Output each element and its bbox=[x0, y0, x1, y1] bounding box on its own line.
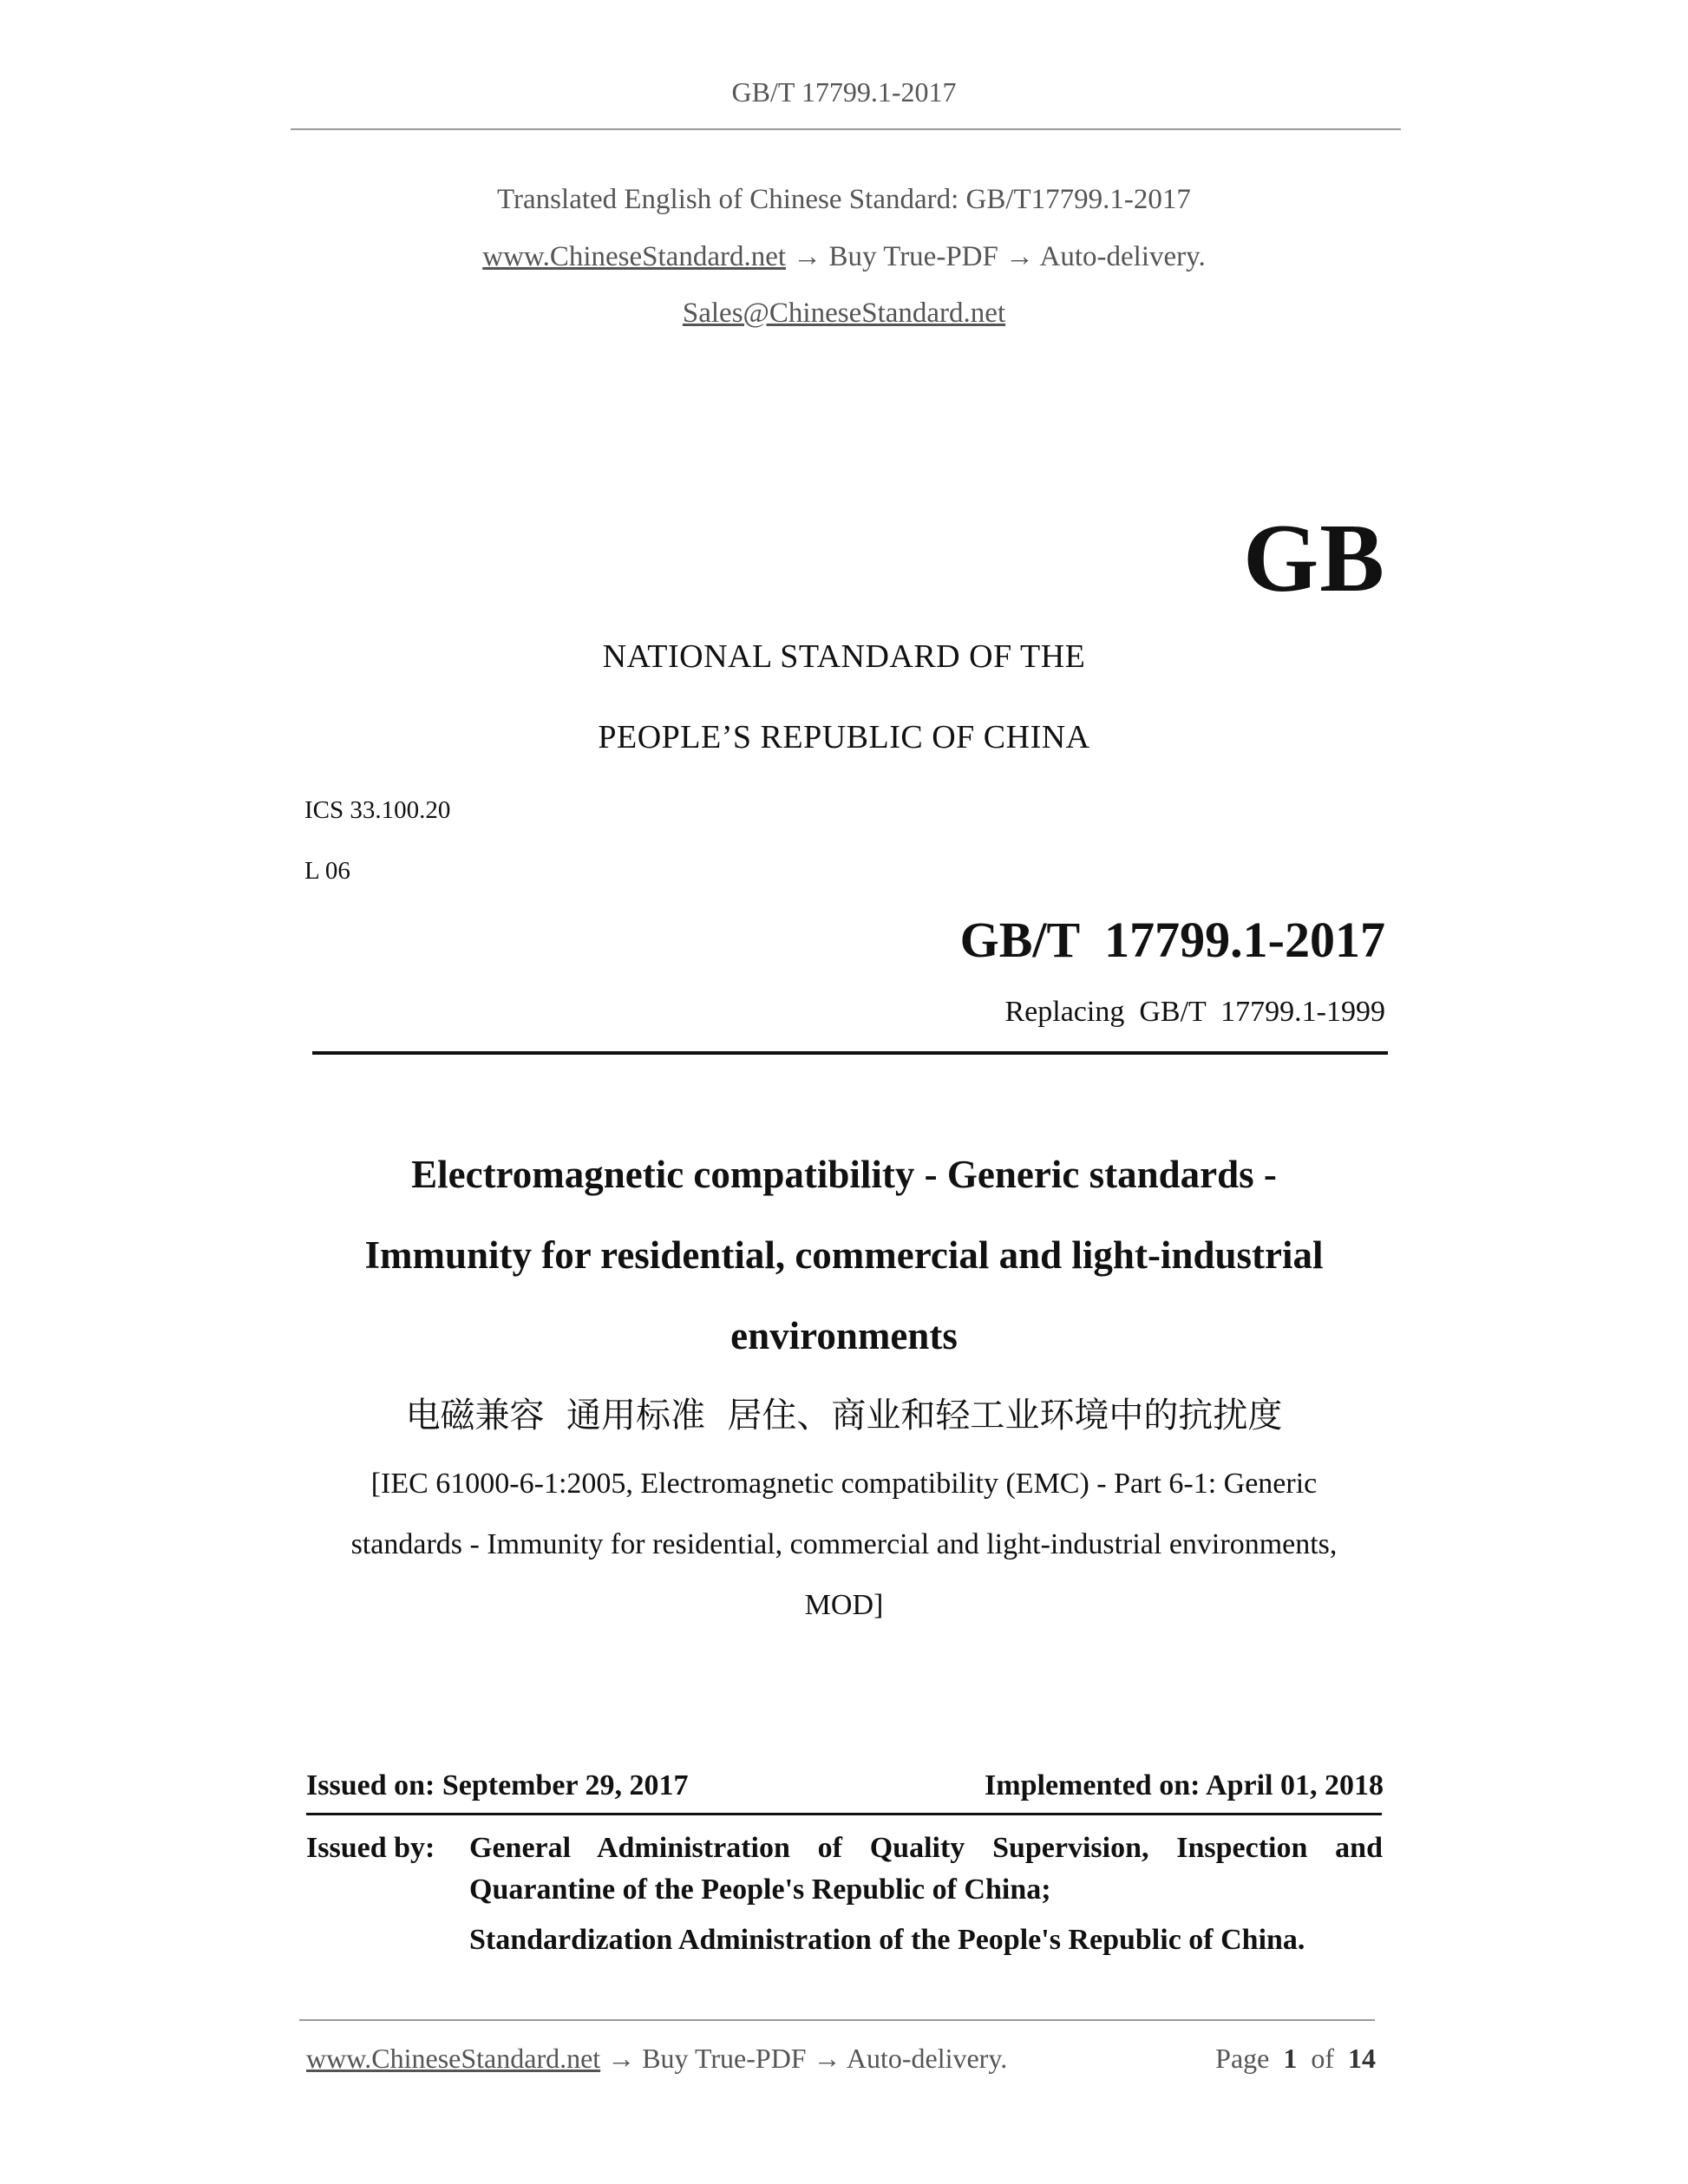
title-en-line: Electromagnetic compatibility - Generic standards - bbox=[411, 1153, 1277, 1196]
iec-reference-line: [IEC 61000-6-1:2005, Electromagnetic compatibility (EMC) - Part 6-1: Generic bbox=[370, 1468, 1318, 1500]
title-en-line: Immunity for residential, commercial and light-industrial bbox=[364, 1233, 1324, 1277]
footer-delivery-text: Auto-delivery. bbox=[846, 2043, 1008, 2074]
footer-divider bbox=[299, 2019, 1375, 2021]
footer-purchase-line bbox=[306, 2043, 1007, 2075]
country-line: PEOPLE’S REPUBLIC OF CHINA bbox=[598, 719, 1090, 755]
arrow-icon: → bbox=[813, 2043, 841, 2074]
implemented-on-date: Implemented on: April 01, 2018 bbox=[985, 1769, 1384, 1801]
title-en-line: environments bbox=[730, 1314, 958, 1357]
page-total: 14 bbox=[1348, 2043, 1376, 2074]
issued-by-label: Issued by: bbox=[306, 1832, 435, 1864]
iec-reference-line: MOD] bbox=[804, 1589, 884, 1621]
site-link[interactable]: www.ChineseStandard.net bbox=[482, 241, 787, 272]
arrow-icon: → bbox=[607, 2043, 636, 2074]
title-chinese: 电磁兼容 通用标准 居住、商业和轻工业环境中的抗扰度 bbox=[405, 1396, 1283, 1435]
replacing-note: Replacing GB/T 17799.1-1999 bbox=[1004, 996, 1385, 1028]
iec-reference-line: standards - Immunity for residential, commercial and light-industrial environments, bbox=[350, 1528, 1338, 1560]
gb-logo: GB bbox=[1243, 505, 1385, 612]
issuer-line: General Administration of Quality Supervision, Inspection and bbox=[469, 1832, 1383, 1864]
dates-divider bbox=[306, 1813, 1382, 1815]
purchase-line bbox=[0, 241, 1688, 273]
standard-number: GB/T 17799.1-2017 bbox=[959, 912, 1385, 968]
header-divider bbox=[291, 128, 1401, 130]
footer-buy-text: Buy True-PDF bbox=[642, 2043, 807, 2074]
page-current: 1 bbox=[1283, 2043, 1298, 2074]
issuer-line: Standardization Administration of the People's Republic of China. bbox=[469, 1924, 1305, 1956]
ccs-code: L 06 bbox=[304, 857, 350, 885]
buy-text: Buy True-PDF bbox=[828, 241, 998, 272]
arrow-icon: → bbox=[1005, 241, 1035, 272]
footer-site-link[interactable]: www.ChineseStandard.net bbox=[306, 2043, 601, 2074]
running-header: GB/T 17799.1-2017 bbox=[731, 76, 957, 108]
issued-on-date: Issued on: September 29, 2017 bbox=[306, 1769, 689, 1801]
email-link[interactable]: Sales@ChineseStandard.net bbox=[682, 298, 1006, 329]
ics-code: ICS 33.100.20 bbox=[304, 796, 451, 824]
arrow-icon: → bbox=[793, 241, 822, 272]
translated-notice: Translated English of Chinese Standard: GB/T17799.1-2017 bbox=[497, 184, 1191, 215]
of-word: of bbox=[1311, 2043, 1334, 2074]
national-standard-line: NATIONAL STANDARD OF THE bbox=[602, 638, 1086, 675]
title-divider bbox=[312, 1051, 1388, 1055]
delivery-text: Auto-delivery. bbox=[1039, 241, 1206, 272]
issuer-line: Quarantine of the People's Republic of China; bbox=[469, 1873, 1051, 1906]
page-counter bbox=[1215, 2043, 1376, 2075]
email-line bbox=[0, 298, 1688, 330]
page-word: Page bbox=[1215, 2043, 1270, 2074]
